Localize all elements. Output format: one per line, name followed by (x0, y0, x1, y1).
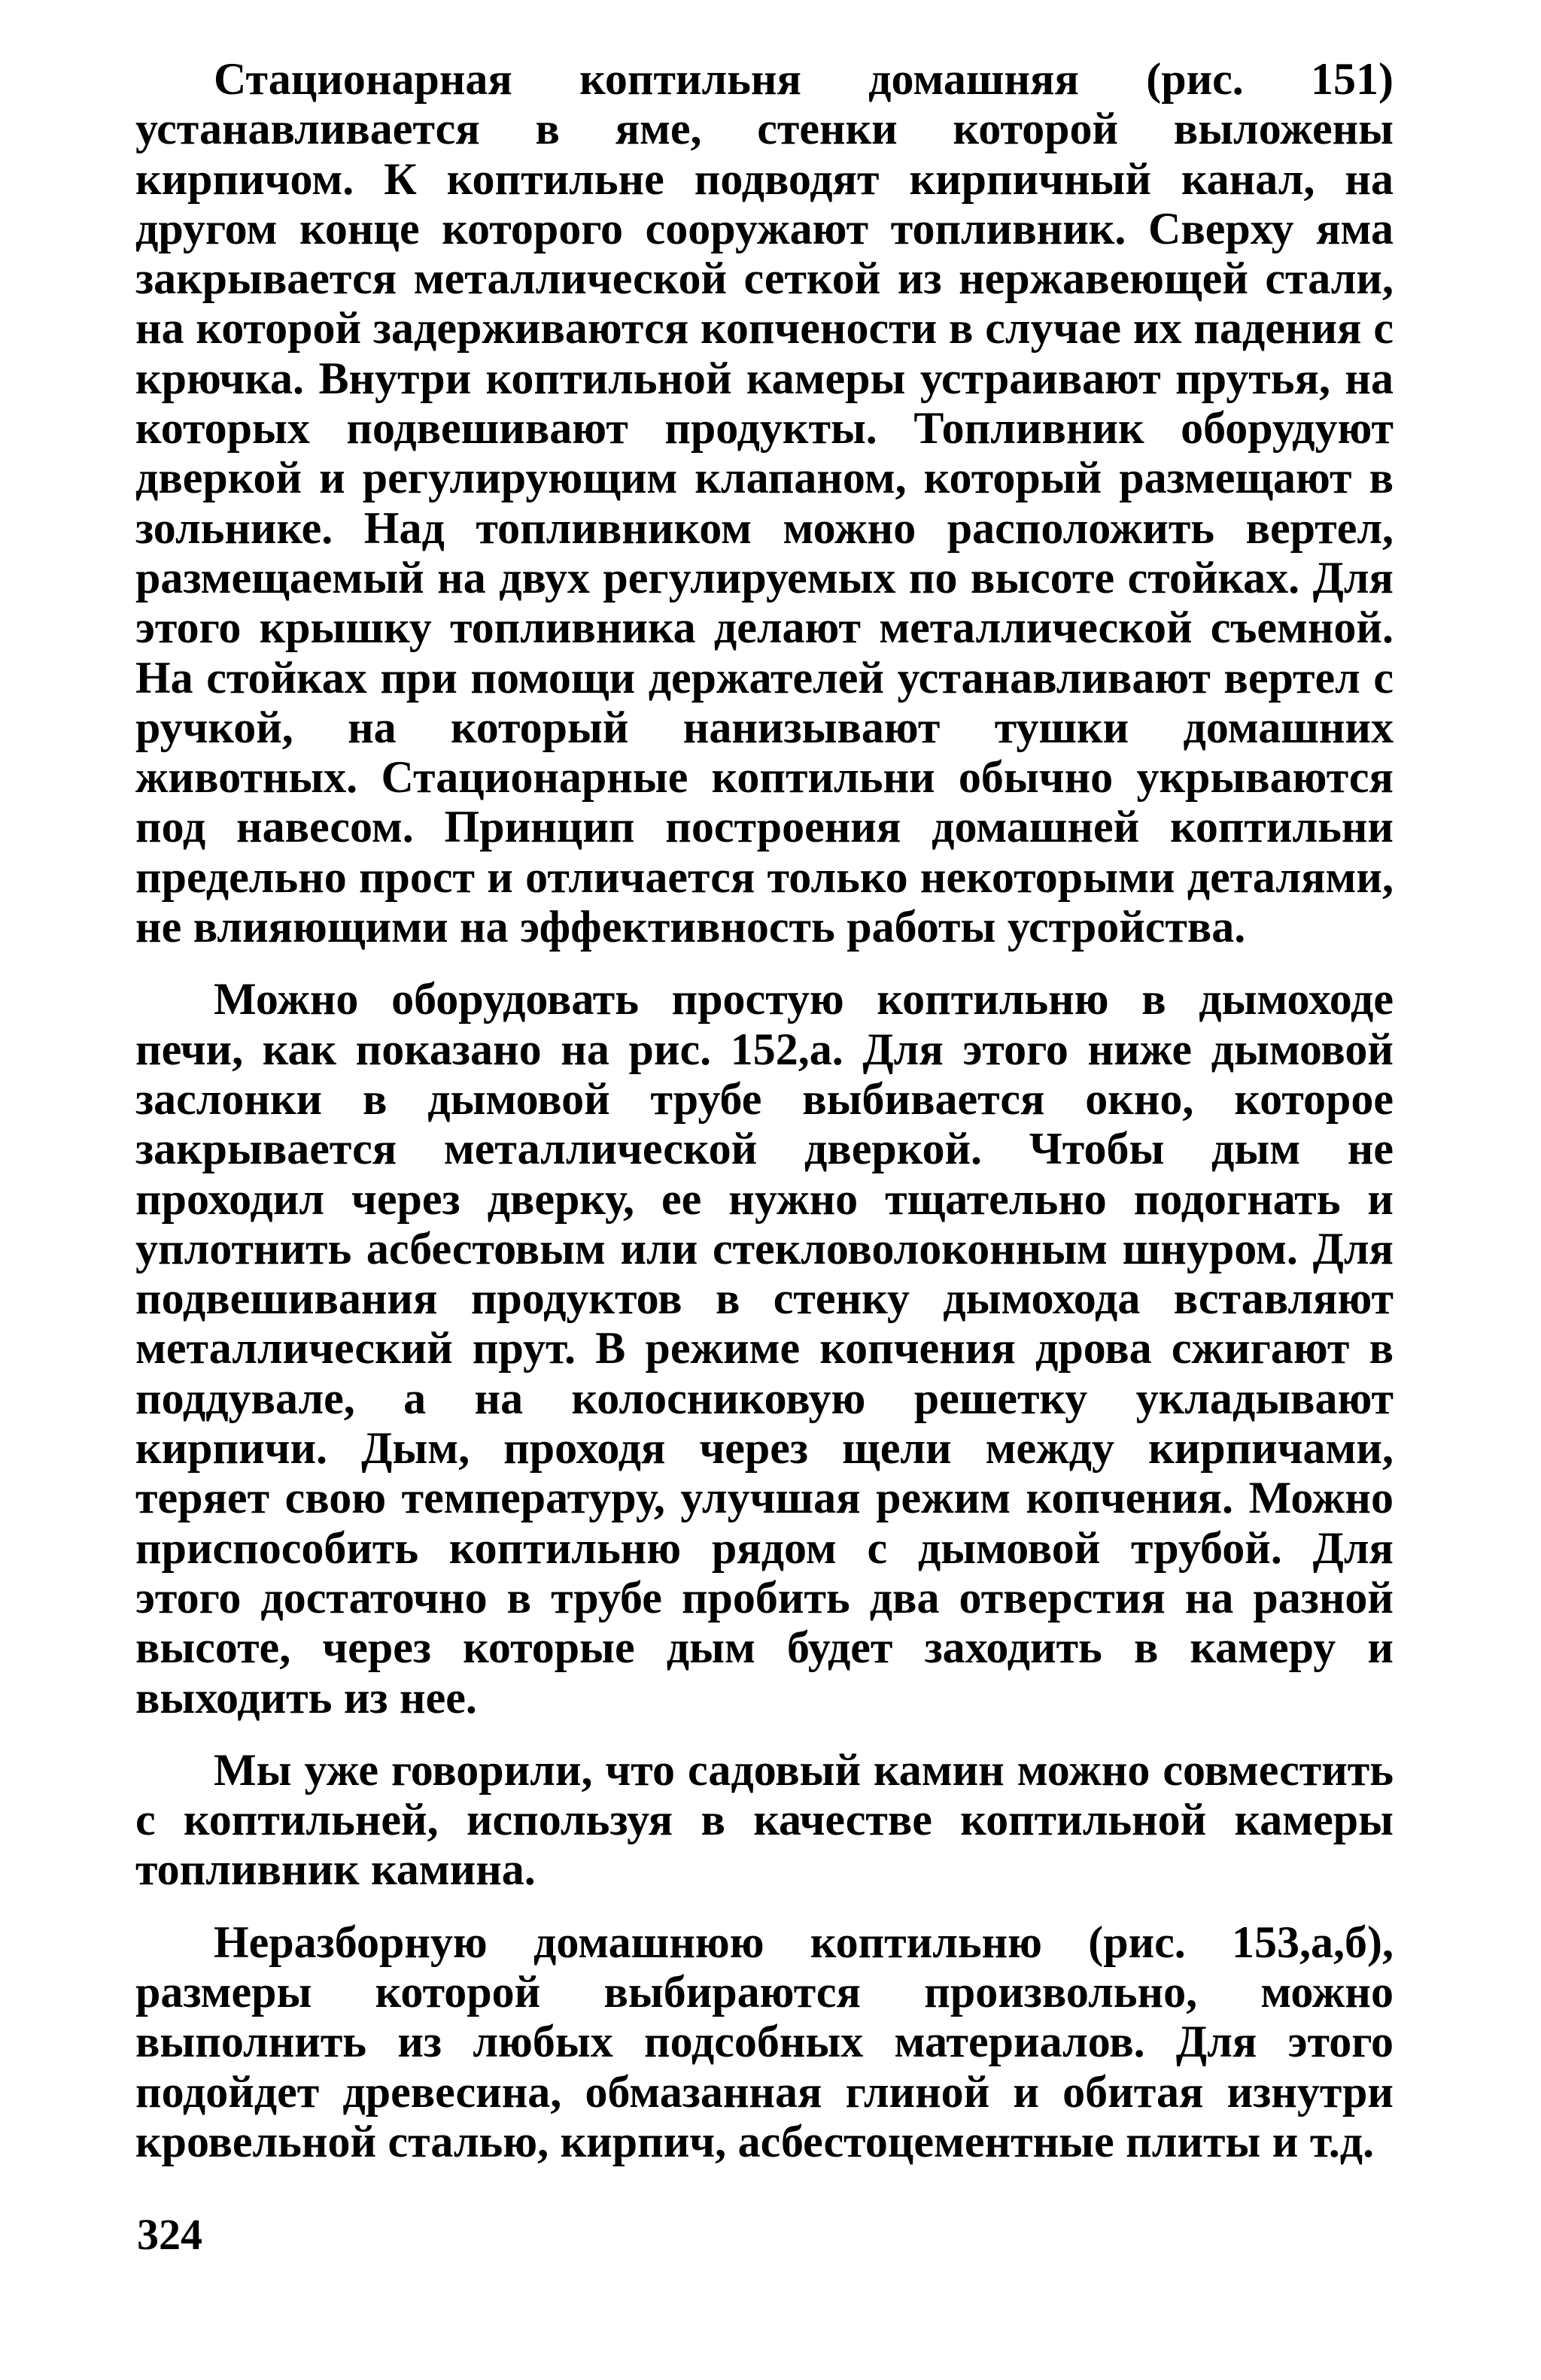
paragraph-stationary-smokehouse: Стационарная коптильня домашняя (рис. 151) устанавливается в яме, стенки которой выложены кирпичом. К коптильне подводят кирпичный канал, на другом конце которого сооружают топливник. Сверху яма закрывается металлической сеткой из нержавеющей стали, на которой задерживаются копчености в случае их падения с крючка. Внутри коптильной камеры устраивают прутья, на которых подвешивают продукты. Топливник оборудуют дверкой и регулирующим клапаном, который размещают в зольнике. Над топливником можно расположить вертел, размещаемый на двух регулируемых по высоте стойках. Для этого крышку топливника делают металлической съемной. На стойках при помощи держателей устанавливают вертел с ручкой, на который нанизывают тушки домашних животных. Стационарные коптильни обычно укрываются под навесом. Принцип построения домашней коптильни предельно прост и отличается только некоторыми деталями, не влияющими на эффективность работы устройства. (135, 54, 1394, 952)
paragraph-permanent-smokehouse: Неразборную домашнюю коптильню (рис. 153,а,б), размеры которой выбираются произвольно, можно выполнить из любых подсобных материалов. Для этого подойдет древесина, обмазанная глиной и обитая изнутри кровельной сталью, кирпич, асбестоцементные плиты и т.д. (135, 1917, 1394, 2166)
paragraph-chimney-smokehouse: Можно оборудовать простую коптильню в дымоходе печи, как показано на рис. 152,а. Для этого ниже дымовой заслонки в дымовой трубе выбивается окно, которое закрывается металлической дверкой. Чтобы дым не проходил через дверку, ее нужно тщательно подогнать и уплотнить асбестовым или стекловолоконным шнуром. Для подвешивания продуктов в стенку дымохода вставляют металлический прут. В режиме копчения дрова сжигают в поддувале, а на колосниковую решетку укладывают кирпичи. Дым, проходя через щели между кирпичами, теряет свою температуру, улучшая режим копчения. Можно приспособить коптильню рядом с дымовой трубой. Для этого достаточно в трубе пробить два отверстия на разной высоте, через которые дым будет заходить в камеру и выходить из нее. (135, 974, 1394, 1723)
page-body-text (135, 54, 1394, 2166)
paragraph-garden-fireplace: Мы уже говорили, что садовый камин можно совместить с коптильней, используя в качестве коптильной камеры топливник камина. (135, 1744, 1394, 1895)
page-number: 324 (137, 2210, 202, 2259)
